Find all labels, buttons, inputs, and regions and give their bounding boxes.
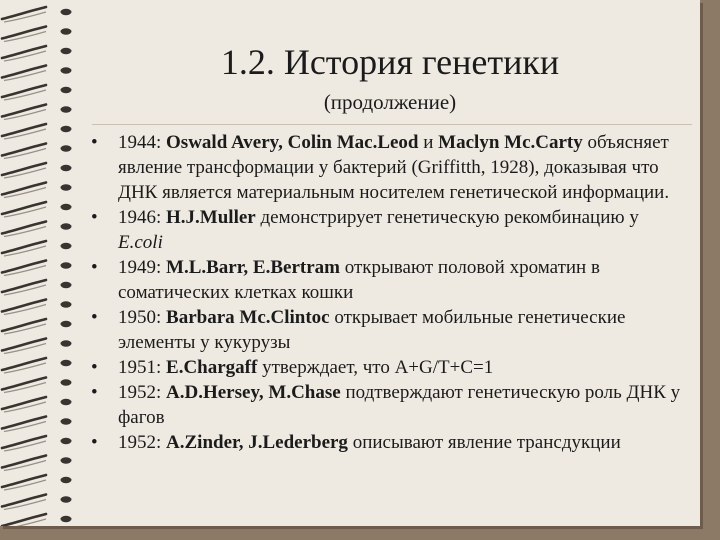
spiral-coil <box>2 66 46 78</box>
spiral-coil <box>2 319 46 331</box>
spiral-hole <box>61 262 72 268</box>
spiral-hole <box>61 87 72 93</box>
spiral-hole <box>61 184 72 190</box>
spiral-coil <box>2 514 46 526</box>
bullet-icon: • <box>91 257 98 278</box>
item-text: подтверждают генетическую роль ДНК у фагов <box>118 382 681 428</box>
spiral-binding <box>0 0 90 526</box>
list-item <box>88 430 688 455</box>
spiral-coil <box>2 456 46 468</box>
spiral-hole <box>61 321 72 327</box>
spiral-hole <box>61 145 72 151</box>
spiral-hole <box>61 126 72 132</box>
spiral-hole <box>61 9 72 15</box>
spiral-hole <box>61 223 72 229</box>
bullet-icon: • <box>91 382 98 403</box>
item-text: объясняет явление трансформации у бактерий (Griffitth, 1928), доказывая что ДНК является материальным носителем генетической информации. <box>118 132 670 203</box>
spiral-coil <box>2 300 46 312</box>
item-text: утверждает, что A+G/T+C=1 <box>257 357 494 378</box>
spiral-coil <box>2 241 46 253</box>
list-item <box>88 205 688 255</box>
list-item <box>88 255 688 305</box>
item-connector: и <box>418 132 439 153</box>
spiral-coil <box>2 339 46 351</box>
spiral-hole <box>61 418 72 424</box>
list-item <box>88 380 688 430</box>
spiral-hole <box>61 438 72 444</box>
spiral-coil <box>2 397 46 409</box>
spiral-hole <box>61 243 72 249</box>
spiral-coil <box>2 202 46 214</box>
spiral-hole <box>61 106 72 112</box>
spiral-coil <box>2 163 46 175</box>
item-year: 1952: <box>118 432 167 453</box>
list-item <box>88 355 688 380</box>
spiral-coil <box>2 183 46 195</box>
bullet-icon: • <box>91 307 98 328</box>
spiral-hole <box>61 48 72 54</box>
item-names: H.J.Muller <box>166 207 256 228</box>
spiral-hole <box>61 516 72 522</box>
slide-title: 1.2. История генетики <box>220 42 560 82</box>
item-names-2: Maclyn Mc.Carty <box>438 132 583 153</box>
bullet-icon: • <box>91 432 98 453</box>
bullet-icon: • <box>91 207 98 228</box>
bullet-icon: • <box>91 132 98 153</box>
item-text: открывают половой хроматин в соматических клетках кошки <box>118 257 600 303</box>
spiral-hole <box>61 457 72 463</box>
slide-subtitle: (продолжение) <box>323 90 457 114</box>
item-names: Oswald Avery, Colin Mac.Leod <box>166 132 419 153</box>
list-item <box>88 305 688 355</box>
spiral-hole <box>61 301 72 307</box>
item-year: 1950: <box>118 307 167 328</box>
spiral-hole <box>61 204 72 210</box>
spiral-coil <box>2 261 46 273</box>
item-names: A.D.Hersey, M.Chase <box>166 382 341 403</box>
list-item <box>88 130 688 205</box>
spiral-coil <box>2 222 46 234</box>
spiral-coil <box>2 436 46 448</box>
spiral-coil <box>2 475 46 487</box>
spiral-coil <box>2 46 46 58</box>
item-year: 1951: <box>118 357 167 378</box>
spiral-coil <box>2 85 46 97</box>
spiral-hole <box>61 67 72 73</box>
bullet-icon: • <box>91 357 98 378</box>
spiral-coil <box>2 7 46 19</box>
item-year: 1944: <box>118 132 167 153</box>
item-text: демонстрирует генетическую рекомбинацию у <box>255 207 639 228</box>
spiral-hole <box>61 282 72 288</box>
spiral-hole <box>61 379 72 385</box>
spiral-hole <box>61 496 72 502</box>
spiral-hole <box>61 360 72 366</box>
history-list <box>88 130 688 455</box>
item-names: A.Zinder, J.Lederberg <box>166 432 348 453</box>
spiral-coil <box>2 124 46 136</box>
spiral-hole <box>61 28 72 34</box>
spiral-coil <box>2 378 46 390</box>
item-names: M.L.Barr, E.Bertram <box>166 257 340 278</box>
spiral-hole <box>61 477 72 483</box>
spiral-hole <box>61 165 72 171</box>
spiral-hole <box>61 340 72 346</box>
spiral-coil <box>2 280 46 292</box>
item-text: открывает мобильные генетические элементы у кукурузы <box>118 307 626 353</box>
item-names: E.Chargaff <box>166 357 258 378</box>
item-italic: E.coli <box>118 232 163 253</box>
item-year: 1946: <box>118 207 167 228</box>
item-year: 1949: <box>118 257 167 278</box>
spiral-hole <box>61 399 72 405</box>
spiral-coil <box>2 417 46 429</box>
spiral-coil <box>2 144 46 156</box>
spiral-coil <box>2 495 46 507</box>
item-names: Barbara Mc.Clintoc <box>166 307 330 328</box>
spiral-coil <box>2 27 46 39</box>
spiral-coil <box>2 105 46 117</box>
item-year: 1952: <box>118 382 167 403</box>
item-text: описывают явление трансдукции <box>347 432 621 453</box>
spiral-coil <box>2 358 46 370</box>
title-divider <box>92 124 692 125</box>
